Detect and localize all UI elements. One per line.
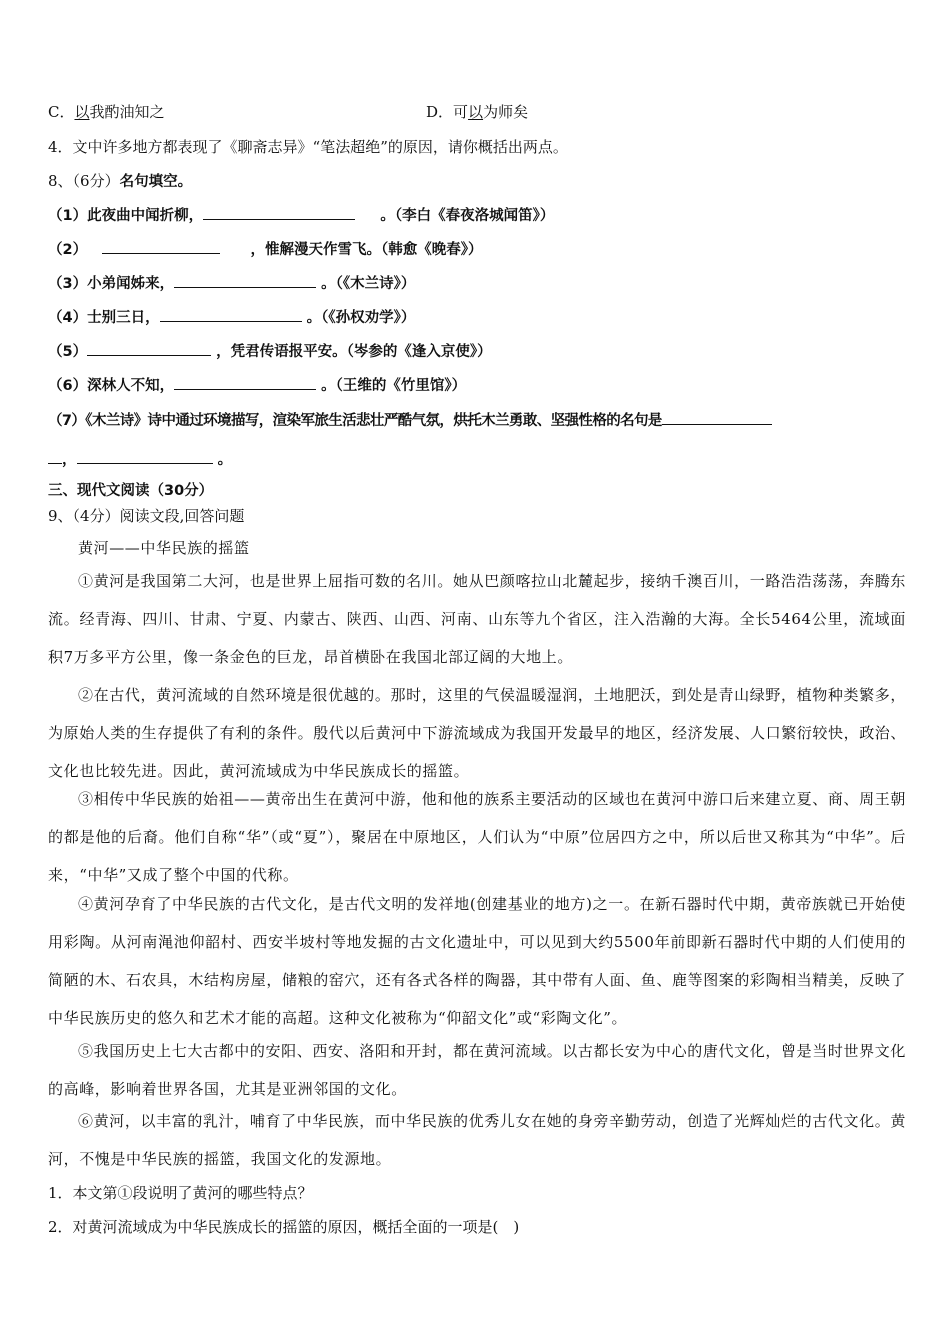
fill-item-6-text: （6）深林人不知，: [48, 378, 175, 394]
article-paragraph-4: ④黄河孕育了中华民族的古代文化，是古代文明的发祥地(创建基业的地方)之一。在新石器时代中期，黄帝族就已开始使用彩陶。从河南渑池仰韶村、西安半坡村等地发掘的古文化遗址中，可以见到大约5500年前即新石器时代中期的人们使用的简陋的木、石农具，木结构房屋，储粮的窑穴，还有各式各样的陶器，其中带有人面、鱼、鹿等图案的彩陶相当精美，反映了中华民族历史的悠久和艺术才能的高超。这种文化被称为“仰韶文化”或“彩陶文化”。: [48, 895, 907, 1027]
fill-blank-6[interactable]: [174, 375, 316, 390]
fill-blank-2[interactable]: [102, 239, 220, 254]
fill-item-4-source: 。（《孙权劝学》）: [306, 310, 416, 326]
fill-item-2: [48, 239, 483, 260]
article-title: 黄河——中华民族的摇篮: [78, 539, 250, 557]
fill-item-4: [48, 307, 415, 328]
question-4: 4．文中许多地方都表现了《聊斋志异》“笔法超绝”的原因，请你概括出两点。: [48, 138, 568, 156]
section-3-heading: 三、现代文阅读（30分）: [48, 483, 214, 499]
fill-item-1-text: （1）此夜曲中闻折柳，: [48, 208, 204, 224]
fill-blank-3[interactable]: [174, 273, 316, 288]
option-c-underlined: 以: [74, 103, 90, 121]
question-8-number: 8、（6分）: [48, 172, 120, 190]
fill-blank-7b[interactable]: [77, 449, 213, 464]
option-d: [426, 102, 528, 122]
article-paragraph-1: ①黄河是我国第二大河，也是世界上屈指可数的名川。她从巴颜喀拉山北麓起步，接纳千澳百川，一路浩浩荡荡，奔腾东流。经青海、四川、甘肃、宁夏、内蒙古、陕西、山西、河南、山东等九个省区，注入浩瀚的大海。全长5464公里，流域面积7万多平方公里，像一条金色的巨龙，昂首横卧在我国北部辽阔的大地上。: [48, 572, 906, 666]
question-9-2: 2．对黄河流域成为中华民族成长的摇篮的原因，概括全面的一项是( ): [48, 1218, 520, 1236]
question-9-header: 9、（4分）阅读文段,回答问题: [48, 507, 245, 525]
fill-item-3: [48, 273, 415, 294]
question-9-1: 1．本文第①段说明了黄河的哪些特点？: [48, 1184, 313, 1202]
fill-item-6-source: 。（王维的《竹里馆》）: [321, 378, 467, 394]
option-d-text-1: 可: [453, 103, 469, 121]
option-c-label: C．: [48, 103, 75, 121]
option-d-underlined: 以: [468, 103, 484, 121]
article-paragraph-6: ⑥黄河，以丰富的乳汁，哺育了中华民族，而中华民族的优秀儿女在她的身旁辛勤劳动，创造了光辉灿烂的古代文化。黄河，不愧是中华民族的摇篮，我国文化的发源地。: [48, 1112, 906, 1168]
option-d-text-2: 为师矣: [483, 103, 529, 121]
fill-blank-7a-cont[interactable]: [48, 449, 62, 464]
fill-blank-5[interactable]: [87, 341, 211, 356]
fill-item-5: [48, 341, 492, 362]
fill-item-2-text: （2）: [48, 242, 88, 258]
article-paragraph-5: ⑤我国历史上七大古都中的安阳、西安、洛阳和开封，都在黄河流域。以古都长安为中心的唐代文化，曾是当时世界文化的高峰，影响着世界各国，尤其是亚洲邻国的文化。: [48, 1042, 906, 1098]
fill-item-7-end: 。: [217, 452, 233, 468]
fill-item-7-text: （7）《木兰诗》诗中通过环境描写，渲染军旅生活悲壮严酷气氛，烘托木兰勇敢、坚强性格的名句是: [48, 413, 662, 429]
fill-blank-7a[interactable]: [662, 410, 772, 425]
fill-item-5-text: （5）: [48, 344, 88, 360]
option-c: [48, 102, 529, 122]
question-8-header: [48, 171, 192, 192]
fill-item-3-source: 。（《木兰诗》）: [321, 276, 416, 292]
fill-item-1: [48, 205, 554, 226]
fill-item-7: [48, 410, 772, 431]
article-paragraph-3: ③相传中华民族的始祖——黄帝出生在黄河中游，他和他的族系主要活动的区域也在黄河中游口后来建立夏、商、周王朝的都是他的后裔。他们自称“华”（或“夏”），聚居在中原地区，人们认为“中原”位居四方之中，所以后世又称其为“中华”。后来，“中华”又成了整个中国的代称。: [48, 790, 906, 884]
fill-blank-4[interactable]: [160, 307, 302, 322]
article-paragraph-2: ②在古代，黄河流域的自然环境是很优越的。那时，这里的气侯温暖湿润，土地肥沃，到处是青山绿野，植物种类繁多，为原始人类的生存提供了有利的条件。殷代以后黄河中下游流域成为我国开发最早的地区，经济发展、人口繁衍较快，政治、文化也比较先进。因此，黄河流域成为中华民族成长的摇篮。: [48, 686, 907, 780]
fill-item-3-text: （3）小弟闻姊来，: [48, 276, 175, 292]
option-c-text: 我酌油知之: [89, 103, 165, 121]
fill-item-5-source: ，凭君传语报平安。（岑参的《逢入京使》）: [216, 344, 492, 360]
fill-item-4-text: （4）士别三日，: [48, 310, 160, 326]
fill-item-7-comma: ，: [62, 452, 77, 468]
fill-item-2-source: ，惟解漫天作雪飞。（韩愈《晚春》）: [250, 242, 483, 258]
question-8-title: 名句填空。: [119, 174, 193, 190]
fill-blank-1[interactable]: [203, 205, 355, 220]
option-d-label: D．: [426, 103, 454, 121]
fill-item-6: [48, 375, 466, 396]
fill-item-1-source: 。（李白《春夜洛城闻笛》）: [380, 208, 555, 224]
fill-item-7-cont: [48, 449, 232, 470]
